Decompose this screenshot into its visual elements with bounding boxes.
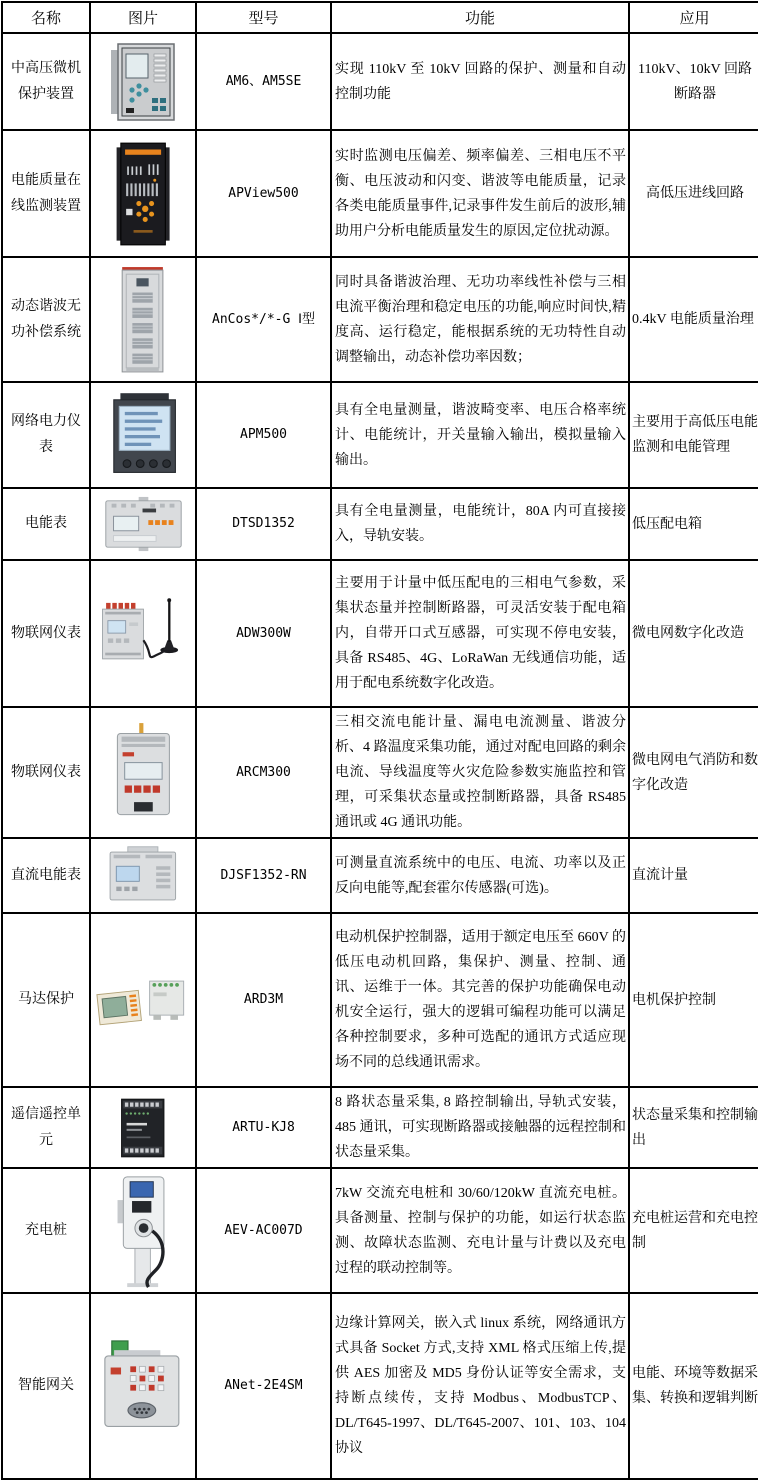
product-name-cell: 物联网仪表 [2, 560, 90, 707]
product-image-cell [90, 382, 196, 488]
product-application-cell: 微电网数字化改造 [629, 560, 758, 707]
product-name-cell: 遥信遥控单元 [2, 1087, 90, 1168]
product-model-cell: APView500 [196, 130, 331, 257]
product-name-cell: 中高压微机保护装置 [2, 33, 90, 130]
product-function-cell: 具有全电量测量，谐波畸变率、电压合格率统计、电能统计，开关量输入输出，模拟量输入输出。 [331, 382, 629, 488]
product-function-cell: 实时监测电压偏差、频率偏差、三相电压不平衡、电压波动和闪变、谐波等电能质量，记录各类电能质量事件,记录事件发生前后的波形,辅助用户分析电能质量发生的原因,定位扰动源。 [331, 130, 629, 257]
product-function-cell: 7kW 交流充电桩和 30/60/120kW 直流充电桩。具备测量、控制与保护的功能，如运行状态监测、故障状态监测、充电计量与计费以及充电过程的联动控制等。 [331, 1168, 629, 1293]
product-application-cell: 110kV、10kV 回路断路器 [629, 33, 758, 130]
product-function-cell: 同时具备谐波治理、无功功率线性补偿与三相电流平衡治理和稳定电压的功能,响应时间快,精度高、运行稳定，能根据系统的无功特性自动调整输出，动态补偿功率因数； [331, 257, 629, 382]
product-function-cell: 边缘计算网关，嵌入式 linux 系统，网络通讯方式具备 Socket 方式,支持 XML 格式压缩上传,提供 AES 加密及 MD5 身份认证等安全需求，支持断点续传，支持 Modbus、ModbusTCP、DL/T645-1997、DL/T645-2007、101、103、104 协议 [331, 1293, 629, 1479]
product-application-cell: 0.4kV 电能质量治理 [629, 257, 758, 382]
product-model-cell: ARCM300 [196, 707, 331, 838]
product-image-panel-meter [91, 391, 195, 479]
product-name-cell: 网络电力仪表 [2, 382, 90, 488]
product-model-cell: DTSD1352 [196, 488, 331, 560]
product-application-cell: 充电桩运营和充电控制 [629, 1168, 758, 1293]
product-image-compensation-cabinet [91, 264, 195, 376]
product-function-cell: 具有全电量测量，电能统计，80A 内可直接接入，导轨安装。 [331, 488, 629, 560]
product-function-cell: 电动机保护控制器，适用于额定电压至 660V 的低压电动机回路，集保护、测量、控制、通讯、运维于一体。其完善的保护功能确保电动机安全运行，强大的逻辑可编程功能可以满足各种控制要求，多种可选配的通讯方式适应现场不同的总线通讯需求。 [331, 913, 629, 1087]
table-row [2, 913, 758, 1087]
header-model: 型号 [196, 2, 331, 33]
product-name-cell: 电能质量在线监测装置 [2, 130, 90, 257]
table-row [2, 838, 758, 913]
product-name-cell: 马达保护 [2, 913, 90, 1087]
product-application-cell: 直流计量 [629, 838, 758, 913]
table-row [2, 382, 758, 488]
product-image-cell [90, 1087, 196, 1168]
product-name-cell: 直流电能表 [2, 838, 90, 913]
product-model-cell: DJSF1352-RN [196, 838, 331, 913]
product-image-remote-signal-unit [91, 1094, 195, 1162]
product-image-din-energy-meter [91, 495, 195, 553]
product-image-dc-energy-meter [91, 845, 195, 907]
table-row [2, 560, 758, 707]
product-name-cell: 动态谐波无功补偿系统 [2, 257, 90, 382]
product-name-cell: 物联网仪表 [2, 707, 90, 838]
product-application-cell: 主要用于高低压电能监测和电能管理 [629, 382, 758, 488]
product-application-cell: 微电网电气消防和数字化改造 [629, 707, 758, 838]
product-application-cell: 电能、环境等数据采集、转换和逻辑判断 [629, 1293, 758, 1479]
product-function-cell: 三相交流电能计量、漏电电流测量、谐波分析、4 路温度采集功能，通过对配电回路的剩余电流、导线温度等火灾危险参数实施监控和管理，可采集状态量或控制断路器，具备 RS485 通讯或 4G 通讯功能。 [331, 707, 629, 838]
product-image-cell [90, 707, 196, 838]
product-model-cell: AEV-AC007D [196, 1168, 331, 1293]
table-row [2, 707, 758, 838]
product-model-cell: ANet-2E4SM [196, 1293, 331, 1479]
header-function: 功能 [331, 2, 629, 33]
product-image-charging-pile [91, 1173, 195, 1289]
product-image-cell [90, 488, 196, 560]
table-row [2, 33, 758, 130]
product-application-cell: 高低压进线回路 [629, 130, 758, 257]
product-image-cell [90, 1168, 196, 1293]
table-row [2, 1087, 758, 1168]
product-image-protection-relay [91, 42, 195, 122]
product-image-cell [90, 838, 196, 913]
table-row [2, 1293, 758, 1479]
table-row [2, 488, 758, 560]
table-row [2, 130, 758, 257]
header-name: 名称 [2, 2, 90, 33]
product-application-cell: 电机保护控制 [629, 913, 758, 1087]
product-image-power-quality-monitor [91, 141, 195, 247]
product-image-cell [90, 33, 196, 130]
product-image-cell [90, 1293, 196, 1479]
product-image-cell [90, 257, 196, 382]
product-image-cell [90, 130, 196, 257]
product-image-cell [90, 913, 196, 1087]
product-model-cell: ARD3M [196, 913, 331, 1087]
product-image-smart-gateway [91, 1322, 195, 1450]
product-image-cell [90, 560, 196, 707]
table-row [2, 257, 758, 382]
product-image-iot-meter-antenna [91, 594, 195, 674]
product-model-cell: AnCos*/*-G Ⅰ型 [196, 257, 331, 382]
product-image-iot-fire-monitor [91, 721, 195, 825]
product-name-cell: 电能表 [2, 488, 90, 560]
product-application-cell: 状态量采集和控制输出 [629, 1087, 758, 1168]
header-row [2, 2, 758, 33]
product-image-motor-protector [91, 971, 195, 1029]
product-application-cell: 低压配电箱 [629, 488, 758, 560]
product-function-cell: 实现 110kV 至 10kV 回路的保护、测量和自动控制功能 [331, 33, 629, 130]
product-model-cell: ARTU-KJ8 [196, 1087, 331, 1168]
product-function-cell: 可测量直流系统中的电压、电流、功率以及正反向电能等,配套霍尔传感器(可选)。 [331, 838, 629, 913]
table-header [2, 2, 758, 33]
product-function-cell: 8 路状态量采集, 8 路控制输出, 导轨式安装，485 通讯，可实现断路器或接触器的远程控制和状态量采集。 [331, 1087, 629, 1168]
product-model-cell: ADW300W [196, 560, 331, 707]
header-image: 图片 [90, 2, 196, 33]
product-model-cell: AM6、AM5SE [196, 33, 331, 130]
product-selection-table [1, 1, 758, 1480]
product-model-cell: APM500 [196, 382, 331, 488]
product-name-cell: 充电桩 [2, 1168, 90, 1293]
table-row [2, 1168, 758, 1293]
product-function-cell: 主要用于计量中低压配电的三相电气参数，采集状态量并控制断路器，可灵活安装于配电箱内，自带开口式互感器，可实现不停电安装，具备 RS485、4G、LoRaWan 无线通信功能，适用于配电系统数字化改造。 [331, 560, 629, 707]
header-application: 应用 [629, 2, 758, 33]
product-table-body [2, 33, 758, 1479]
product-name-cell: 智能网关 [2, 1293, 90, 1479]
